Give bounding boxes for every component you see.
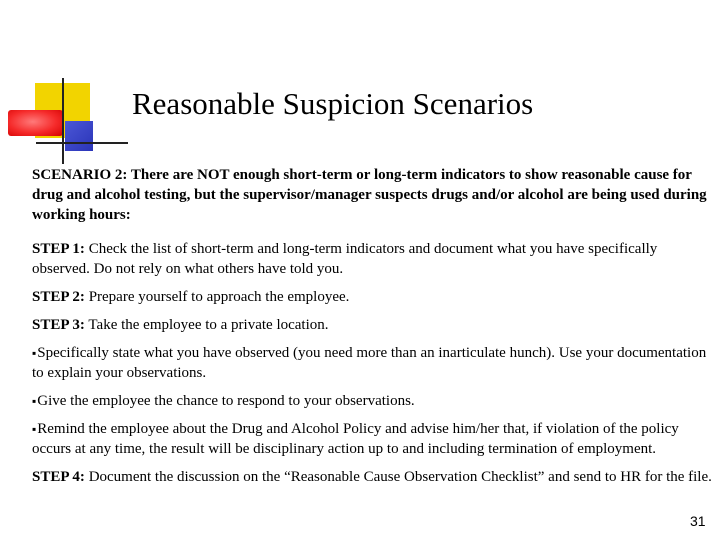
square-bullet-icon: ▪ — [32, 346, 37, 360]
bullet-text: Give the employee the chance to respond to your observations. — [37, 393, 415, 409]
bullet-item — [32, 391, 718, 411]
step-2-label: STEP 2: — [32, 289, 85, 305]
page-number: 31 — [690, 513, 706, 529]
step-4 — [32, 467, 718, 487]
slide-title: Reasonable Suspicion Scenarios — [132, 86, 534, 121]
step-4-text: Document the discussion on the “Reasonable Cause Observation Checklist” and send to HR for the file. — [84, 469, 712, 485]
step-1-label: STEP 1: — [32, 241, 85, 257]
bullet-item — [32, 419, 718, 459]
square-bullet-icon: ▪ — [32, 394, 37, 408]
step-4-label: STEP 4: — [32, 469, 85, 485]
step-2 — [32, 287, 718, 307]
step-3 — [32, 315, 718, 335]
bullet-text: Remind the employee about the Drug and Alcohol Policy and advise him/her that, if violation of the policy occurs at any time, the result will be disciplinary action up to and including termination of employment. — [32, 421, 679, 457]
step-3-label: STEP 3: — [32, 317, 85, 333]
decorative-logo — [0, 0, 120, 170]
bullet-item — [32, 343, 718, 383]
bullet-text: Specifically state what you have observed (you need more than an inarticulate hunch). Use your documentation to explain your observations. — [32, 345, 707, 381]
step-2-text: Prepare yourself to approach the employee. — [84, 289, 350, 305]
slide-body — [32, 165, 718, 487]
red-bar — [8, 110, 63, 136]
horizontal-rule — [36, 142, 128, 144]
step-1 — [32, 239, 718, 279]
vertical-rule — [62, 78, 64, 164]
step-3-text: Take the employee to a private location. — [84, 317, 329, 333]
square-bullet-icon: ▪ — [32, 422, 37, 436]
blue-square — [65, 121, 93, 151]
scenario-text: SCENARIO 2: There are NOT enough short-term or long-term indicators to show reasonable cause for drug and alcohol testing, but the supervisor/manager suspects drugs and/or alcohol are being used during working hours: — [32, 167, 707, 223]
step-1-text: Check the list of short-term and long-term indicators and document what you have specifically observed. Do not rely on what others have told you. — [32, 241, 658, 277]
